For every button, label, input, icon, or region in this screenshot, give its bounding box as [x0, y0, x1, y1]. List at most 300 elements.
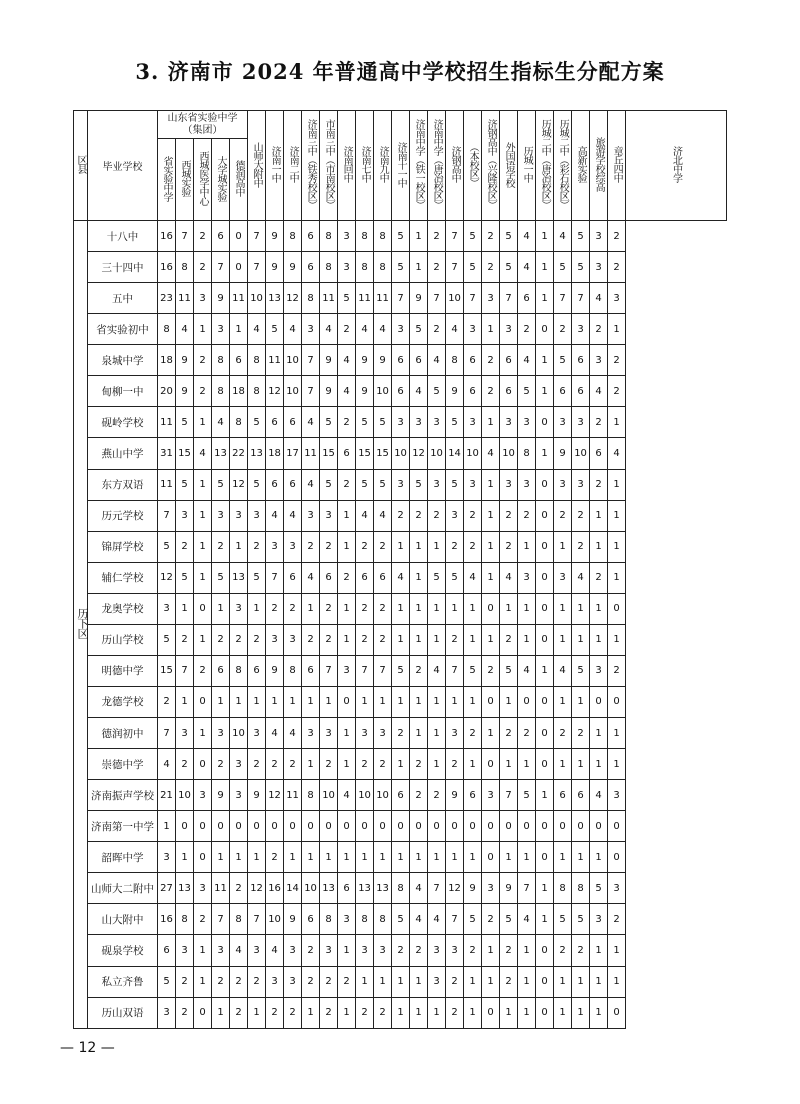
- quota-cell: 1: [608, 531, 626, 562]
- quota-cell: 1: [554, 749, 572, 780]
- quota-cell: 1: [590, 593, 608, 624]
- quota-cell: 11: [266, 345, 284, 376]
- quota-cell: 2: [176, 531, 194, 562]
- quota-cell: 20: [158, 376, 176, 407]
- header-column: 山师大附中: [248, 111, 266, 221]
- quota-cell: 1: [608, 966, 626, 997]
- quota-cell: 1: [446, 842, 464, 873]
- quota-cell: 4: [356, 500, 374, 531]
- quota-cell: 2: [284, 749, 302, 780]
- quota-cell: 3: [158, 593, 176, 624]
- quota-cell: 2: [428, 221, 446, 252]
- quota-cell: 2: [554, 718, 572, 749]
- quota-cell: 12: [266, 376, 284, 407]
- quota-cell: 0: [194, 811, 212, 842]
- quota-cell: 2: [230, 873, 248, 904]
- quota-cell: 10: [302, 873, 320, 904]
- quota-cell: 7: [176, 655, 194, 686]
- quota-cell: 2: [482, 904, 500, 935]
- quota-cell: 6: [590, 438, 608, 469]
- quota-cell: 18: [230, 376, 248, 407]
- quota-cell: 6: [284, 469, 302, 500]
- quota-cell: 0: [482, 686, 500, 717]
- quota-cell: 1: [518, 997, 536, 1028]
- quota-cell: 10: [266, 904, 284, 935]
- quota-cell: 1: [428, 997, 446, 1028]
- quota-cell: 13: [212, 438, 230, 469]
- quota-cell: 7: [248, 252, 266, 283]
- quota-cell: 6: [572, 345, 590, 376]
- quota-cell: 3: [230, 500, 248, 531]
- quota-cell: 9: [374, 345, 392, 376]
- quota-cell: 14: [446, 438, 464, 469]
- quota-cell: 5: [518, 376, 536, 407]
- quota-cell: 1: [248, 686, 266, 717]
- table-row: [74, 469, 727, 500]
- quota-cell: 5: [248, 562, 266, 593]
- quota-cell: 6: [248, 655, 266, 686]
- quota-cell: 5: [248, 469, 266, 500]
- quota-cell: 1: [284, 842, 302, 873]
- quota-cell: 3: [320, 500, 338, 531]
- quota-cell: 2: [248, 624, 266, 655]
- quota-cell: 8: [374, 252, 392, 283]
- quota-cell: 3: [266, 624, 284, 655]
- quota-cell: 1: [410, 221, 428, 252]
- quota-cell: 2: [608, 376, 626, 407]
- quota-cell: 1: [410, 718, 428, 749]
- quota-cell: 8: [374, 221, 392, 252]
- quota-cell: 1: [482, 531, 500, 562]
- quota-cell: 7: [428, 873, 446, 904]
- quota-cell: 6: [554, 376, 572, 407]
- quota-cell: 3: [158, 997, 176, 1028]
- quota-cell: 4: [338, 780, 356, 811]
- quota-cell: 4: [410, 904, 428, 935]
- quota-cell: 13: [266, 283, 284, 314]
- header-school: 毕业学校: [88, 111, 158, 221]
- quota-cell: 9: [248, 780, 266, 811]
- quota-cell: 1: [500, 997, 518, 1028]
- quota-cell: 1: [410, 624, 428, 655]
- quota-cell: 8: [230, 407, 248, 438]
- quota-cell: 7: [554, 283, 572, 314]
- quota-cell: 2: [374, 593, 392, 624]
- quota-cell: 2: [356, 624, 374, 655]
- quota-cell: 4: [266, 718, 284, 749]
- quota-cell: 3: [176, 718, 194, 749]
- quota-cell: 13: [356, 873, 374, 904]
- quota-cell: 0: [608, 842, 626, 873]
- quota-cell: 5: [392, 904, 410, 935]
- quota-cell: 5: [446, 562, 464, 593]
- quota-cell: 3: [464, 314, 482, 345]
- quota-cell: 7: [428, 283, 446, 314]
- quota-cell: 12: [284, 283, 302, 314]
- quota-cell: 1: [482, 500, 500, 531]
- quota-cell: 9: [266, 221, 284, 252]
- quota-cell: 1: [230, 314, 248, 345]
- quota-cell: 3: [428, 469, 446, 500]
- quota-cell: 1: [536, 438, 554, 469]
- school-name-cell: 德润初中: [88, 718, 158, 749]
- quota-cell: 5: [518, 780, 536, 811]
- quota-cell: 10: [284, 376, 302, 407]
- quota-cell: 0: [392, 811, 410, 842]
- quota-cell: 1: [302, 997, 320, 1028]
- quota-cell: 3: [500, 469, 518, 500]
- quota-cell: 9: [284, 904, 302, 935]
- quota-cell: 1: [428, 718, 446, 749]
- quota-cell: 5: [428, 562, 446, 593]
- quota-cell: 2: [212, 531, 230, 562]
- quota-cell: 7: [176, 221, 194, 252]
- quota-cell: 2: [284, 593, 302, 624]
- quota-cell: 2: [374, 531, 392, 562]
- quota-cell: 4: [230, 935, 248, 966]
- quota-cell: 1: [356, 686, 374, 717]
- quota-cell: 3: [464, 469, 482, 500]
- quota-cell: 9: [464, 873, 482, 904]
- quota-cell: 1: [482, 624, 500, 655]
- quota-cell: 1: [554, 997, 572, 1028]
- quota-cell: 8: [572, 873, 590, 904]
- quota-cell: 6: [302, 221, 320, 252]
- quota-cell: 3: [284, 624, 302, 655]
- quota-cell: 1: [572, 842, 590, 873]
- quota-cell: 3: [194, 283, 212, 314]
- school-name-cell: 济南振声学校: [88, 780, 158, 811]
- quota-cell: 0: [536, 407, 554, 438]
- quota-cell: 10: [320, 780, 338, 811]
- school-name-cell: 龙奥学校: [88, 593, 158, 624]
- quota-cell: 4: [284, 718, 302, 749]
- quota-cell: 1: [356, 842, 374, 873]
- quota-cell: 3: [338, 221, 356, 252]
- quota-cell: 3: [320, 935, 338, 966]
- quota-cell: 3: [212, 500, 230, 531]
- quota-cell: 0: [482, 811, 500, 842]
- quota-cell: 7: [320, 655, 338, 686]
- quota-cell: 9: [320, 345, 338, 376]
- quota-cell: 12: [230, 469, 248, 500]
- header-group-subcolumn: 省实验中学: [158, 139, 176, 221]
- quota-cell: 1: [338, 997, 356, 1028]
- quota-cell: 5: [428, 376, 446, 407]
- quota-cell: 2: [572, 718, 590, 749]
- quota-cell: 4: [158, 749, 176, 780]
- quota-cell: 6: [500, 376, 518, 407]
- quota-cell: 11: [320, 283, 338, 314]
- quota-cell: 1: [158, 811, 176, 842]
- quota-cell: 1: [464, 842, 482, 873]
- quota-cell: 6: [302, 655, 320, 686]
- quota-cell: 0: [320, 811, 338, 842]
- school-name-cell: 私立齐鲁: [88, 966, 158, 997]
- quota-cell: 8: [230, 655, 248, 686]
- quota-cell: 0: [338, 686, 356, 717]
- quota-cell: 2: [500, 500, 518, 531]
- quota-cell: 3: [392, 469, 410, 500]
- quota-cell: 2: [266, 749, 284, 780]
- quota-cell: 10: [284, 345, 302, 376]
- quota-cell: 0: [536, 593, 554, 624]
- quota-cell: 2: [464, 935, 482, 966]
- quota-cell: 8: [518, 438, 536, 469]
- quota-cell: 5: [356, 469, 374, 500]
- table-row: [74, 718, 727, 749]
- quota-cell: 1: [302, 593, 320, 624]
- quota-cell: 2: [518, 718, 536, 749]
- quota-cell: 3: [608, 780, 626, 811]
- quota-cell: 4: [320, 314, 338, 345]
- quota-cell: 4: [284, 314, 302, 345]
- quota-cell: 3: [212, 718, 230, 749]
- quota-cell: 12: [248, 873, 266, 904]
- quota-cell: 7: [500, 283, 518, 314]
- quota-cell: 0: [194, 997, 212, 1028]
- quota-cell: 3: [428, 966, 446, 997]
- quota-cell: 2: [446, 531, 464, 562]
- header-district: 区县: [74, 111, 88, 221]
- quota-cell: 1: [374, 966, 392, 997]
- quota-cell: 5: [464, 252, 482, 283]
- quota-cell: 2: [518, 314, 536, 345]
- quota-cell: 3: [590, 252, 608, 283]
- quota-cell: 9: [212, 780, 230, 811]
- header-column: 历城二中（彩石校区）: [554, 111, 572, 221]
- quota-cell: 8: [446, 345, 464, 376]
- quota-cell: 5: [500, 252, 518, 283]
- quota-cell: 1: [374, 842, 392, 873]
- quota-cell: 2: [158, 686, 176, 717]
- quota-cell: 1: [410, 686, 428, 717]
- table-row: [74, 531, 727, 562]
- school-name-cell: 砚岭学校: [88, 407, 158, 438]
- quota-cell: 5: [320, 469, 338, 500]
- table-row: [74, 842, 727, 873]
- quota-cell: 9: [266, 655, 284, 686]
- quota-cell: 1: [608, 718, 626, 749]
- quota-cell: 3: [212, 314, 230, 345]
- quota-cell: 1: [518, 624, 536, 655]
- quota-cell: 1: [446, 686, 464, 717]
- quota-cell: 3: [590, 904, 608, 935]
- header-column: 济南回中: [338, 111, 356, 221]
- quota-cell: 2: [410, 655, 428, 686]
- quota-cell: 1: [446, 593, 464, 624]
- quota-cell: 5: [446, 469, 464, 500]
- quota-cell: 10: [248, 283, 266, 314]
- quota-cell: 1: [338, 500, 356, 531]
- quota-cell: 3: [212, 935, 230, 966]
- table-row: [74, 904, 727, 935]
- quota-cell: 1: [590, 966, 608, 997]
- school-name-cell: 砚泉学校: [88, 935, 158, 966]
- quota-cell: 3: [338, 252, 356, 283]
- quota-cell: 0: [482, 997, 500, 1028]
- quota-cell: 10: [356, 780, 374, 811]
- quota-cell: 1: [212, 686, 230, 717]
- quota-cell: 1: [410, 252, 428, 283]
- quota-cell: 1: [518, 966, 536, 997]
- quota-cell: 1: [536, 283, 554, 314]
- quota-cell: 2: [302, 624, 320, 655]
- page-title: 3. 济南市 2024 年普通高中学校招生指标生分配方案: [135, 59, 665, 84]
- quota-cell: 2: [590, 407, 608, 438]
- quota-cell: 1: [500, 749, 518, 780]
- quota-cell: 6: [302, 252, 320, 283]
- quota-cell: 8: [302, 283, 320, 314]
- quota-cell: 1: [284, 686, 302, 717]
- quota-cell: 4: [554, 655, 572, 686]
- quota-cell: 0: [536, 686, 554, 717]
- quota-cell: 1: [536, 252, 554, 283]
- quota-cell: 1: [428, 624, 446, 655]
- quota-cell: 2: [320, 966, 338, 997]
- quota-cell: 1: [194, 718, 212, 749]
- quota-cell: 1: [572, 749, 590, 780]
- quota-cell: 6: [266, 407, 284, 438]
- quota-cell: 4: [446, 314, 464, 345]
- quota-cell: 1: [482, 407, 500, 438]
- quota-cell: 2: [392, 500, 410, 531]
- quota-cell: 3: [284, 966, 302, 997]
- table-row: [74, 376, 727, 407]
- quota-cell: 12: [410, 438, 428, 469]
- quota-cell: 9: [554, 438, 572, 469]
- quota-cell: 1: [194, 314, 212, 345]
- quota-cell: 6: [302, 904, 320, 935]
- quota-cell: 1: [392, 593, 410, 624]
- quota-cell: 7: [446, 252, 464, 283]
- table-row: [74, 873, 727, 904]
- quota-cell: 2: [608, 345, 626, 376]
- table-row: [74, 221, 727, 252]
- school-name-cell: 辅仁学校: [88, 562, 158, 593]
- quota-cell: 0: [572, 811, 590, 842]
- quota-cell: 2: [428, 500, 446, 531]
- quota-cell: 3: [518, 407, 536, 438]
- quota-cell: 3: [248, 935, 266, 966]
- quota-cell: 2: [572, 500, 590, 531]
- quota-cell: 4: [410, 376, 428, 407]
- quota-cell: 2: [446, 966, 464, 997]
- quota-cell: 0: [536, 935, 554, 966]
- school-name-cell: 山大附中: [88, 904, 158, 935]
- quota-cell: 3: [572, 407, 590, 438]
- school-name-cell: 燕山中学: [88, 438, 158, 469]
- quota-cell: 10: [392, 438, 410, 469]
- quota-cell: 2: [356, 593, 374, 624]
- quota-cell: 0: [482, 593, 500, 624]
- header-column: 济南二中: [284, 111, 302, 221]
- quota-cell: 2: [554, 314, 572, 345]
- quota-cell: 9: [410, 283, 428, 314]
- quota-cell: 1: [212, 593, 230, 624]
- quota-cell: 5: [356, 407, 374, 438]
- quota-cell: 6: [212, 655, 230, 686]
- quota-cell: 9: [176, 345, 194, 376]
- quota-cell: 1: [572, 686, 590, 717]
- quota-cell: 1: [518, 842, 536, 873]
- quota-cell: 2: [320, 624, 338, 655]
- quota-cell: 7: [446, 904, 464, 935]
- quota-cell: 15: [356, 438, 374, 469]
- quota-cell: 2: [194, 252, 212, 283]
- quota-cell: 3: [428, 407, 446, 438]
- quota-cell: 2: [590, 562, 608, 593]
- quota-cell: 3: [590, 221, 608, 252]
- quota-cell: 3: [446, 718, 464, 749]
- quota-cell: 2: [428, 314, 446, 345]
- quota-cell: 2: [248, 531, 266, 562]
- quota-cell: 5: [176, 562, 194, 593]
- quota-cell: 2: [266, 842, 284, 873]
- quota-cell: 3: [482, 780, 500, 811]
- header-column: 历城二中（唐冶校区）: [536, 111, 554, 221]
- quota-cell: 5: [464, 904, 482, 935]
- quota-cell: 1: [482, 718, 500, 749]
- quota-cell: 3: [446, 500, 464, 531]
- quota-cell: 2: [356, 531, 374, 562]
- quota-cell: 1: [338, 935, 356, 966]
- quota-cell: 2: [464, 500, 482, 531]
- table-row: [74, 966, 727, 997]
- quota-cell: 7: [248, 904, 266, 935]
- quota-cell: 4: [590, 283, 608, 314]
- quota-cell: 6: [284, 407, 302, 438]
- quota-cell: 8: [302, 780, 320, 811]
- quota-cell: 3: [248, 500, 266, 531]
- quota-cell: 1: [518, 749, 536, 780]
- header-group-subcolumn: 大学城实验: [212, 139, 230, 221]
- quota-cell: 8: [356, 221, 374, 252]
- quota-cell: 5: [266, 314, 284, 345]
- quota-cell: 6: [356, 562, 374, 593]
- quota-cell: 5: [590, 873, 608, 904]
- quota-cell: 5: [374, 407, 392, 438]
- quota-cell: 0: [338, 811, 356, 842]
- quota-cell: 8: [374, 904, 392, 935]
- quota-cell: 4: [500, 562, 518, 593]
- quota-cell: 2: [284, 997, 302, 1028]
- quota-cell: 2: [392, 935, 410, 966]
- quota-cell: 1: [590, 842, 608, 873]
- quota-cell: 3: [266, 531, 284, 562]
- quota-cell: 7: [212, 252, 230, 283]
- quota-cell: 11: [212, 873, 230, 904]
- quota-cell: 2: [554, 935, 572, 966]
- header-column: 济南十一中: [392, 111, 410, 221]
- quota-cell: 1: [482, 562, 500, 593]
- quota-cell: 6: [410, 345, 428, 376]
- quota-cell: 4: [518, 345, 536, 376]
- quota-cell: 2: [410, 935, 428, 966]
- quota-cell: 4: [518, 252, 536, 283]
- quota-cell: 0: [230, 811, 248, 842]
- quota-cell: 11: [284, 780, 302, 811]
- quota-cell: 1: [392, 966, 410, 997]
- quota-cell: 5: [248, 407, 266, 438]
- quota-cell: 3: [230, 593, 248, 624]
- quota-cell: 1: [554, 686, 572, 717]
- quota-cell: 3: [464, 407, 482, 438]
- quota-cell: 4: [338, 376, 356, 407]
- quota-cell: 2: [374, 624, 392, 655]
- quota-cell: 2: [500, 966, 518, 997]
- quota-cell: 1: [374, 686, 392, 717]
